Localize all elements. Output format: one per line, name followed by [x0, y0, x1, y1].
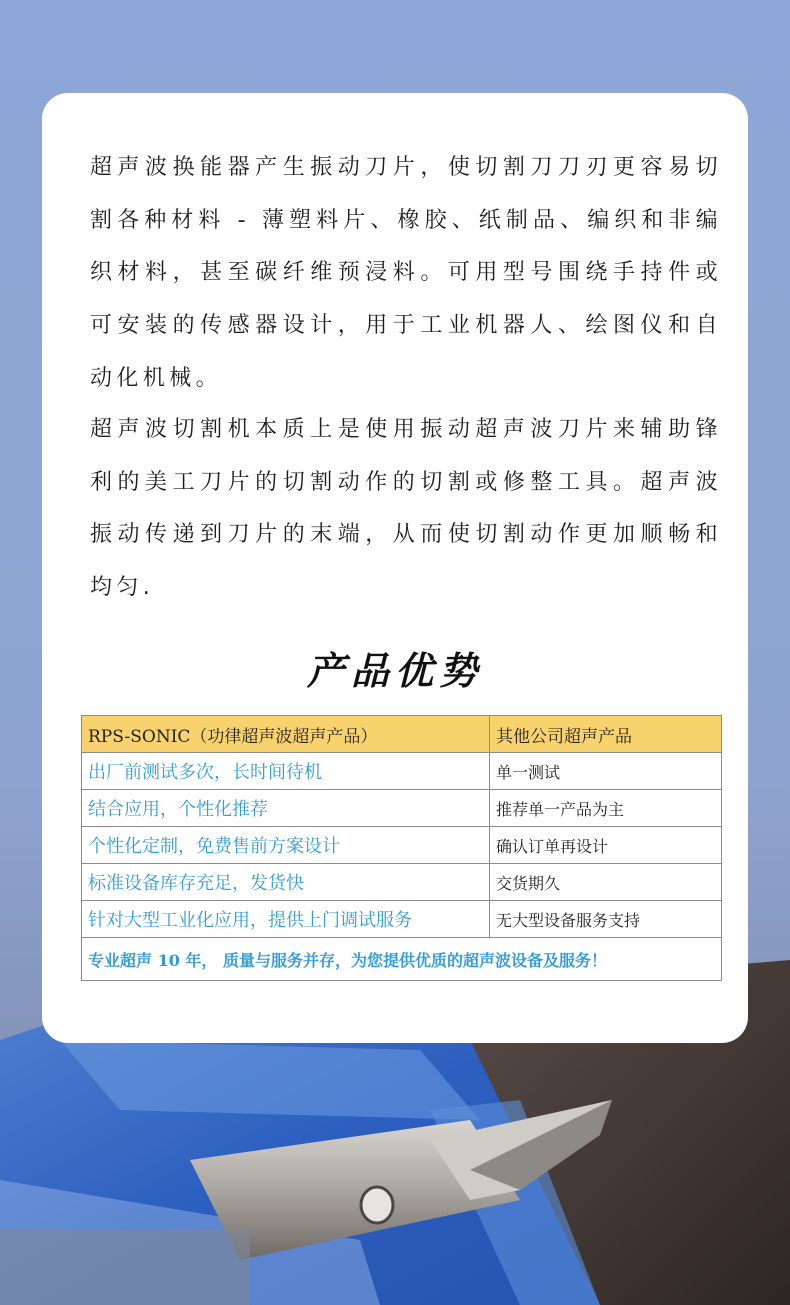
other-company-cell: 推荐单一产品为主	[490, 790, 722, 827]
table-row	[82, 864, 722, 901]
table-row	[82, 790, 722, 827]
other-company-cell: 单一测试	[490, 753, 722, 790]
header-rps-sonic: RPS-SONIC（功律超声波超声产品）	[82, 716, 490, 753]
table-header-row	[82, 716, 722, 753]
table-row	[82, 753, 722, 790]
table-row	[82, 901, 722, 938]
table-row	[82, 827, 722, 864]
table-footer-row	[82, 938, 722, 981]
section-title: 产品优势	[306, 648, 483, 693]
other-company-cell: 确认订单再设计	[490, 827, 722, 864]
rps-advantage-cell: 针对大型工业化应用，提供上门调试服务	[82, 901, 490, 938]
rps-advantage-cell: 结合应用，个性化推荐	[82, 790, 490, 827]
rps-advantage-cell: 出厂前测试多次，长时间待机	[82, 753, 490, 790]
rps-advantage-cell: 个性化定制，免费售前方案设计	[82, 827, 490, 864]
rps-advantage-cell: 标准设备库存充足，发货快	[82, 864, 490, 901]
intro-paragraph-2: 超声波切割机本质上是使用振动超声波刀片来辅助锋利的美工刀片的切割动作的切割或修整工具。超声波振动传递到刀片的末端，从而使切割动作更加顺畅和均匀.	[90, 417, 722, 601]
other-company-cell: 无大型设备服务支持	[490, 901, 722, 938]
other-company-cell: 交货期久	[490, 864, 722, 901]
header-other-companies: 其他公司超声产品	[490, 716, 722, 753]
intro-paragraph-1: 超声波换能器产生振动刀片，使切割刀刀刃更容易切割各种材料 - 薄塑料片、橡胶、纸制品、编织和非编织材料，甚至碳纤维预浸料。可用型号围绕手持件或可安装的传感器设计，用于工业机器人、绘图仪和自动化机械。	[90, 155, 722, 391]
comparison-table	[81, 715, 722, 981]
table-footer-slogan: 专业超声 10 年， 质量与服务并存，为您提供优质的超声波设备及服务！	[82, 938, 722, 981]
